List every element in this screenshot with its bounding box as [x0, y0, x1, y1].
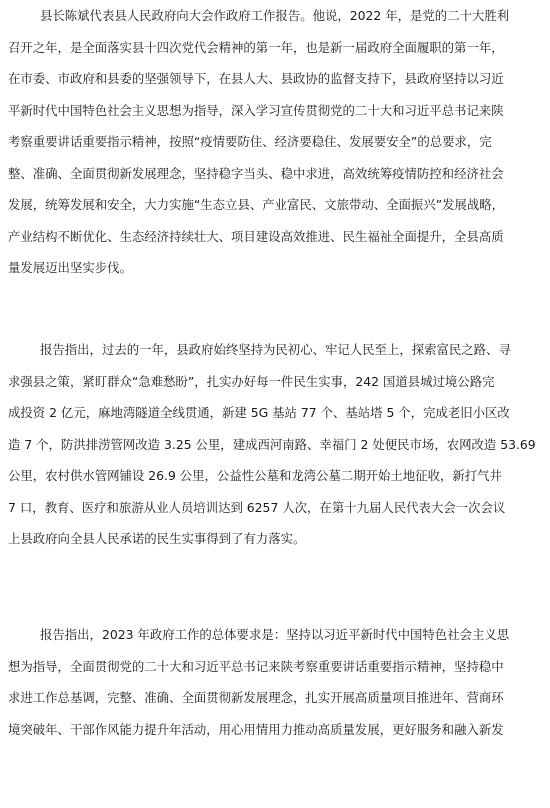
text-line: 平新时代中国特色社会主义思想为指导，深入学习宣传贯彻党的二十大和习近平总书记来陕 — [8, 102, 504, 118]
text-line: 县长陈斌代表县人民政府向大会作政府工作报告。他说，2022 年，是党的二十大胜利 — [40, 8, 510, 23]
text-line: 在市委、市政府和县委的坚强领导下，在县人大、县政协的监督支持下，县政府坚持以习近 — [8, 71, 504, 86]
text-line: 报告指出，2023 年政府工作的总体要求是：坚持以习近平新时代中国特色社会主义思 — [40, 627, 510, 642]
text-line: 7 口，教育、医疗和旅游从业人员培训达到 6257 人次，在第十九届人民代表大会一次会议 — [8, 499, 506, 515]
text-line: 产业结构不断优化、生态经济持续壮大、项目建设高效推进、民生福祉全面提升，全县高质 — [8, 228, 504, 244]
text-line: 考察重要讲话重要指示精神，按照“疫情要防住、经济要稳住、发展要安全”的总要求，完 — [8, 134, 492, 149]
text-line: 求进工作总基调，完整、准确、全面贯彻新发展理念，扎实开展高质量项目推进年、营商环 — [8, 690, 504, 705]
text-line: 量发展迈出坚实步伐。 — [8, 260, 132, 275]
text-line: 造 7 个，防洪排涝管网改造 3.25 公里，建成西河南路、幸福门 2 处便民市场，农网改造 53.69 — [8, 436, 536, 452]
text-line: 发展，统筹发展和安全，大力实施“生态立县、产业富民、文旅带动、全面振兴”发展战略， — [8, 197, 505, 212]
text-line: 境突破年、干部作风能力提升年活动，用心用情用力推动高质量发展，更好服务和融入新发 — [8, 721, 504, 737]
text-line: 公里，农村供水管网铺设 26.9 公里，公益性公墓和龙湾公墓二期开始土地征收，新打气井 — [8, 468, 502, 483]
text-line: 成投资 2 亿元，麻地湾隧道全线贯通，新建 5G 基站 77 个、基站塔 5 个，完成老旧小区改 — [8, 405, 510, 420]
text-line: 整、准确、全面贯彻新发展理念，坚持稳字当头、稳中求进，高效统筹疫情防控和经济社会 — [8, 165, 504, 181]
text-line: 求强县之策，紧盯群众“急难愁盼”，扎实办好每一件民生实事，242 国道县城过境公路完 — [8, 373, 495, 389]
text-line: 报告指出，过去的一年，县政府始终坚持为民初心、牢记人民至上，探索富民之路、寻 — [40, 342, 511, 357]
text-line: 召开之年，是全面落实县十四次党代会精神的第一年，也是新一届政府全面履职的第一年， — [8, 39, 504, 55]
text-line: 上县政府向全县人民承诺的民生实事得到了有力落实。 — [8, 531, 306, 546]
text-line: 想为指导，全面贯彻党的二十大和习近平总书记来陕考察重要讲话重要指示精神，坚持稳中 — [8, 658, 504, 674]
